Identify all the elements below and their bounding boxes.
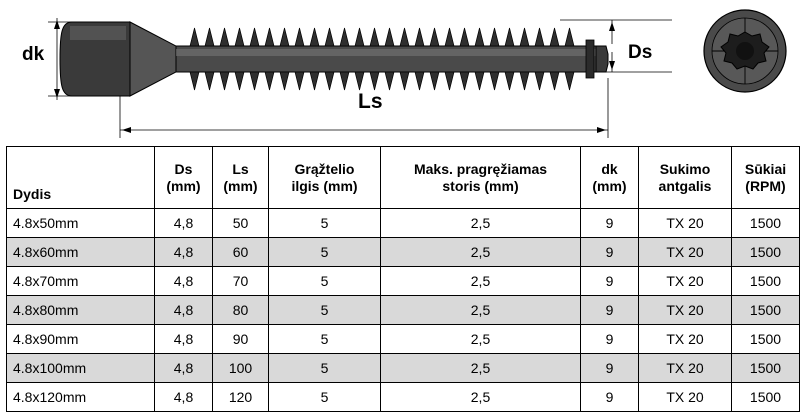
technical-drawing (0, 0, 805, 146)
cell-ds: 4,8 (155, 238, 213, 267)
table-row (7, 238, 800, 267)
column-header-ds (155, 147, 213, 209)
column-header-ls-line1: Ls (232, 161, 249, 178)
cell-max-thickness: 2,5 (381, 267, 581, 296)
cell-driver-bit: TX 20 (639, 209, 732, 238)
dimension-label-dk: dk (22, 44, 45, 65)
cell-ds: 4,8 (155, 267, 213, 296)
table-row (7, 209, 800, 238)
cell-driver-bit: TX 20 (639, 267, 732, 296)
column-header-drill-length-line2: ilgis (mm) (291, 177, 358, 194)
table-row (7, 296, 800, 325)
cell-driver-bit: TX 20 (639, 238, 732, 267)
column-header-ds-line2: (mm) (166, 177, 201, 194)
column-header-dk-line1: dk (601, 161, 618, 178)
column-header-size-line1: Dydis (13, 185, 52, 202)
cell-drill-length: 5 (269, 209, 381, 238)
column-header-rpm-line2: (RPM) (745, 177, 786, 194)
cell-size: 4.8x70mm (7, 267, 155, 296)
cell-ds: 4,8 (155, 383, 213, 412)
cell-size: 4.8x90mm (7, 325, 155, 354)
cell-drill-length: 5 (269, 354, 381, 383)
cell-driver-bit: TX 20 (639, 296, 732, 325)
specification-table (6, 146, 800, 412)
cell-max-thickness: 2,5 (381, 238, 581, 267)
torx-head-top-view (704, 10, 786, 92)
cell-driver-bit: TX 20 (639, 383, 732, 412)
table-row (7, 383, 800, 412)
cell-ls: 60 (213, 238, 269, 267)
cell-size: 4.8x60mm (7, 238, 155, 267)
specification-table-wrapper (6, 146, 799, 412)
cell-rpm: 1500 (732, 325, 800, 354)
column-header-drill-length-line1: Grąžtelio (294, 161, 355, 178)
column-header-ds-line1: Ds (174, 161, 193, 178)
cell-ls: 70 (213, 267, 269, 296)
cell-rpm: 1500 (732, 296, 800, 325)
column-header-dk-line2: (mm) (592, 177, 627, 194)
cell-drill-length: 5 (269, 325, 381, 354)
cell-ds: 4,8 (155, 325, 213, 354)
cell-dk: 9 (581, 209, 639, 238)
column-header-ls (213, 147, 269, 209)
screw-drawing-svg (0, 0, 805, 146)
cell-driver-bit: TX 20 (639, 354, 732, 383)
cell-drill-length: 5 (269, 383, 381, 412)
cell-size: 4.8x50mm (7, 209, 155, 238)
cell-drill-length: 5 (269, 267, 381, 296)
cell-size: 4.8x80mm (7, 296, 155, 325)
cell-rpm: 1500 (732, 267, 800, 296)
table-header-row (7, 147, 800, 209)
cell-ds: 4,8 (155, 296, 213, 325)
column-header-driver-bit-line2: antgalis (658, 177, 712, 194)
column-header-driver-bit-line1: Sukimo (659, 161, 711, 178)
column-header-ls-line2: (mm) (223, 177, 258, 194)
dimension-label-ls: Ls (358, 90, 383, 113)
cell-ls: 50 (213, 209, 269, 238)
cell-dk: 9 (581, 267, 639, 296)
table-row (7, 325, 800, 354)
cell-size: 4.8x120mm (7, 383, 155, 412)
column-header-rpm (732, 147, 800, 209)
column-header-rpm-line1: Sūkiai (744, 161, 787, 178)
cell-max-thickness: 2,5 (381, 354, 581, 383)
column-header-max-thickness-line1: Maks. pragręžiamas (413, 161, 548, 178)
cell-ls: 80 (213, 296, 269, 325)
cell-drill-length: 5 (269, 296, 381, 325)
cell-rpm: 1500 (732, 383, 800, 412)
table-body (7, 209, 800, 412)
cell-rpm: 1500 (732, 238, 800, 267)
cell-dk: 9 (581, 354, 639, 383)
cell-ls: 100 (213, 354, 269, 383)
cell-max-thickness: 2,5 (381, 209, 581, 238)
dimension-label-ds: Ds (628, 42, 653, 63)
table-row (7, 267, 800, 296)
column-header-dk (581, 147, 639, 209)
cell-rpm: 1500 (732, 354, 800, 383)
column-header-max-thickness (381, 147, 581, 209)
cell-dk: 9 (581, 383, 639, 412)
cell-max-thickness: 2,5 (381, 296, 581, 325)
cell-ds: 4,8 (155, 354, 213, 383)
cell-ls: 120 (213, 383, 269, 412)
cell-driver-bit: TX 20 (639, 325, 732, 354)
cell-size: 4.8x100mm (7, 354, 155, 383)
cell-rpm: 1500 (732, 209, 800, 238)
column-header-driver-bit (639, 147, 732, 209)
column-header-max-thickness-line2: storis (mm) (442, 177, 519, 194)
cell-max-thickness: 2,5 (381, 325, 581, 354)
cell-dk: 9 (581, 238, 639, 267)
column-header-size (7, 147, 155, 209)
cell-drill-length: 5 (269, 238, 381, 267)
cell-max-thickness: 2,5 (381, 383, 581, 412)
cell-dk: 9 (581, 296, 639, 325)
cell-ls: 90 (213, 325, 269, 354)
cell-dk: 9 (581, 325, 639, 354)
column-header-drill-length (269, 147, 381, 209)
table-row (7, 354, 800, 383)
screw-body (60, 22, 608, 96)
cell-ds: 4,8 (155, 209, 213, 238)
